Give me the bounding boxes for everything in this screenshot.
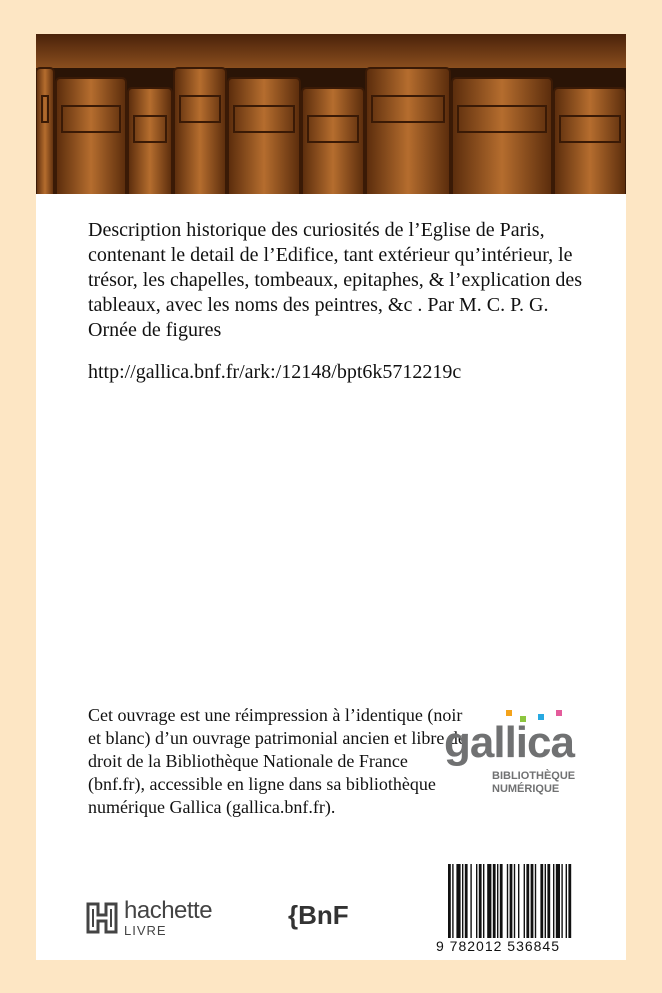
barcode-bar — [479, 864, 482, 938]
hachette-livre-logo — [86, 896, 226, 940]
barcode-bar — [540, 864, 543, 938]
book-spine — [452, 78, 552, 194]
barcode-bar — [500, 864, 503, 938]
barcode-bar — [507, 864, 508, 938]
barcode-bar — [568, 864, 571, 938]
barcode-bar — [553, 864, 554, 938]
barcode-bar — [518, 864, 519, 938]
book-spines-image — [36, 34, 626, 194]
barcode-bar — [531, 864, 534, 938]
barcode-digits: 9 782012 536845 — [436, 938, 618, 954]
barcode-bar — [526, 864, 529, 938]
hachette-h-icon — [86, 902, 118, 934]
gallica-dot-1 — [506, 710, 512, 716]
book-spine — [174, 68, 226, 194]
barcode-bar — [465, 864, 468, 938]
book-spine — [56, 78, 126, 194]
reprint-notice: Cet ouvrage est une réimpression à l’identique (noir et blanc) d’un ouvrage patrimonial ancien et libre de droit de la Bibliothèque Nationale de France (bnf.fr), accessible en ligne dans sa bibliothèque numérique Gallica (gallica.bnf.fr). — [88, 705, 466, 817]
barcode-bar — [483, 864, 484, 938]
barcode-bar — [456, 864, 460, 938]
barcode-bar — [462, 864, 463, 938]
isbn-barcode — [436, 864, 618, 956]
barcode-bar — [535, 864, 536, 938]
hachette-sub: LIVRE — [124, 923, 167, 938]
gallica-subtitle — [492, 770, 592, 796]
gallica-subtitle-line2: NUMÉRIQUE — [492, 783, 560, 795]
gallica-wordmark: gallica — [444, 718, 574, 767]
barcode-bar — [510, 864, 513, 938]
barcode-bar — [487, 864, 491, 938]
barcode-bar — [561, 864, 562, 938]
gallica-logo — [444, 710, 584, 800]
book-spine — [36, 68, 54, 194]
barcode-bar — [566, 864, 567, 938]
book-spine — [366, 68, 450, 194]
barcode-bar — [547, 864, 550, 938]
barcode-bar — [556, 864, 560, 938]
barcode-bar — [524, 864, 525, 938]
barcode-bar — [452, 864, 453, 938]
barcode-bar — [545, 864, 546, 938]
back-cover — [36, 34, 626, 960]
book-title: Description historique des curiosités de l’Eglise de Paris, contenant le detail de l’Edifice, tant extérieur qu’intérieur, le trésor, les chapelles, tombeaux, epitaphes, & l’explication des tableaux, avec les noms des peintres, &c . Par M. C. P. G. Ornée de figures — [88, 219, 583, 341]
barcode-bar — [448, 864, 451, 938]
barcode-bars — [436, 864, 618, 938]
hachette-name: hachette — [124, 897, 213, 924]
gallica-url[interactable]: http://gallica.bnf.fr/ark:/12148/bpt6k5712219c — [88, 361, 462, 383]
bnf-logo: {BnF — [288, 900, 349, 930]
barcode-bar — [514, 864, 515, 938]
barcode-bar — [470, 864, 471, 938]
gallica-subtitle-line1: BIBLIOTHÈQUE — [492, 770, 576, 782]
barcode-bar — [493, 864, 496, 938]
barcode-bar — [497, 864, 498, 938]
gallica-dot-4 — [556, 710, 562, 716]
book-spines-banner — [36, 34, 626, 194]
book-spine — [228, 78, 300, 194]
barcode-bar — [476, 864, 477, 938]
